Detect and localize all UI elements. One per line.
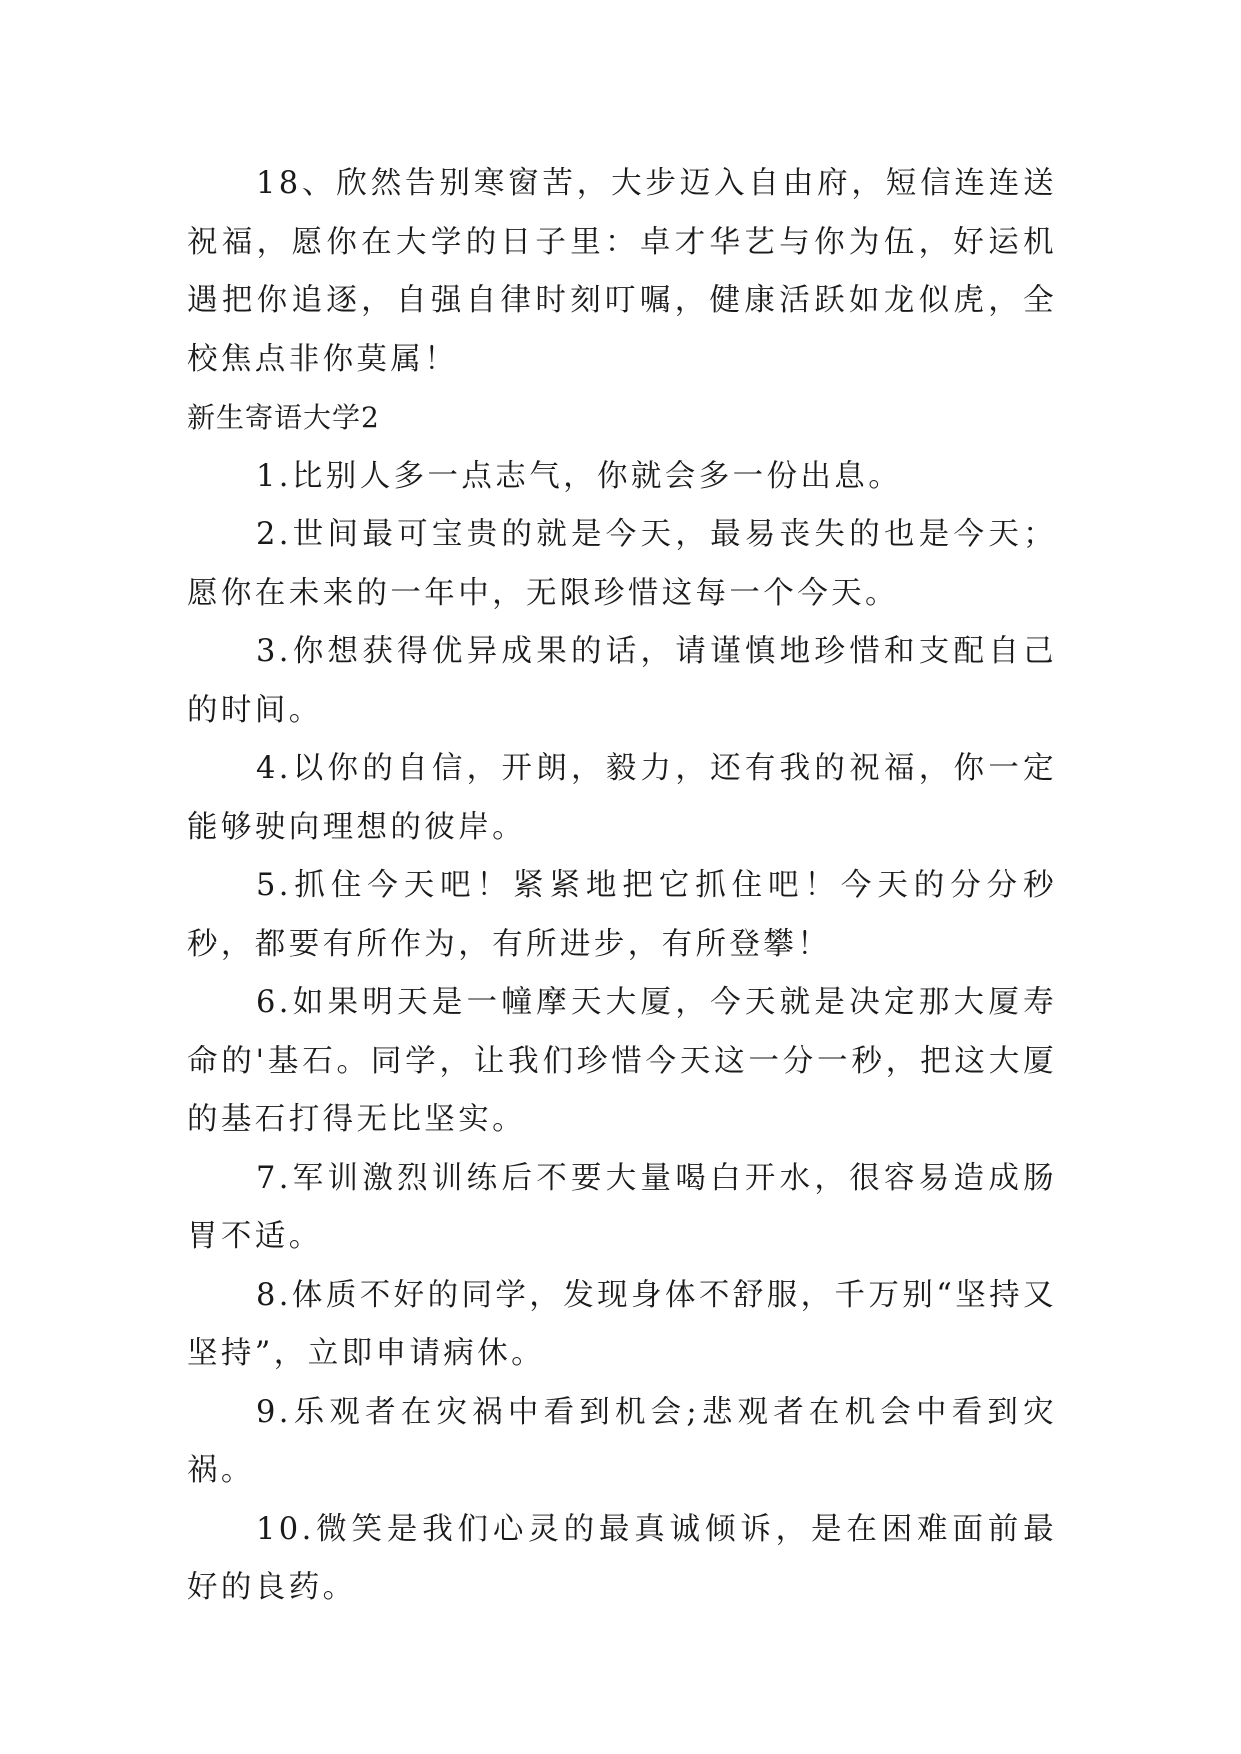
list-item-3: 3.你想获得优异成果的话，请谨慎地珍惜和支配自己的时间。 (187, 634, 1057, 728)
list-item-7: 7.军训激烈训练后不要大量喝白开水，很容易造成肠胃不适。 (187, 1160, 1057, 1254)
list-item-5: 5.抓住今天吧！紧紧地把它抓住吧！今天的分分秒秒，都要有所作为，有所进步，有所登攀！ (187, 868, 1057, 962)
list-item-6: 6.如果明天是一幢摩天大厦，今天就是决定那大厦寿命的'基石。同学，让我们珍惜今天这一分一秒，把这大厦的基石打得无比坚实。 (187, 985, 1057, 1137)
document-page (187, 155, 1057, 1618)
list-item-4: 4.以你的自信，开朗，毅力，还有我的祝福，你一定能够驶向理想的彼岸。 (187, 751, 1057, 845)
list-item-2: 2.世间最可宝贵的就是今天，最易丧失的也是今天；愿你在未来的一年中，无限珍惜这每一个今天。 (187, 517, 1057, 611)
list-item-9: 9.乐观者在灾祸中看到机会;悲观者在机会中看到灾祸。 (187, 1394, 1057, 1488)
section-heading: 新生寄语大学2 (187, 401, 380, 434)
list-item-10: 10.微笑是我们心灵的最真诚倾诉，是在困难面前最好的良药。 (187, 1511, 1057, 1605)
paragraph-18: 18、欣然告别寒窗苦，大步迈入自由府，短信连连送祝福，愿你在大学的日子里：卓才华艺与你为伍，好运机遇把你追逐，自强自律时刻叮嘱，健康活跃如龙似虎，全校焦点非你莫属！ (187, 166, 1057, 377)
list-item-8: 8.体质不好的同学，发现身体不舒服，千万别“坚持又坚持”，立即申请病休。 (187, 1277, 1057, 1371)
list-item-1: 1.比别人多一点志气，你就会多一份出息。 (256, 458, 903, 494)
